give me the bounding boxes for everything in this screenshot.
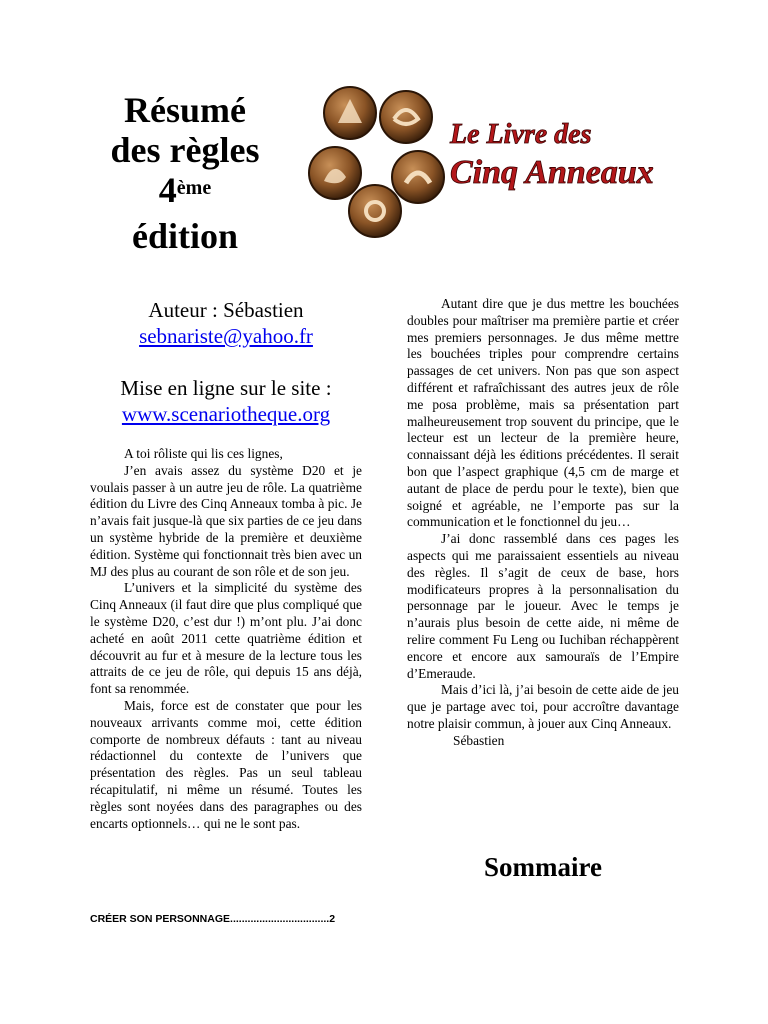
toc-entry-page: 2 bbox=[329, 913, 336, 925]
earth-ring-icon bbox=[392, 151, 444, 203]
toc-entry-label: CRÉER SON PERSONNAGE bbox=[90, 913, 231, 925]
ring-medallions bbox=[309, 87, 444, 237]
void-ring-icon bbox=[349, 185, 401, 237]
logo-text-line-1: Le Livre des bbox=[450, 119, 592, 150]
paragraph: A toi rôliste qui lis ces lignes, bbox=[124, 446, 283, 461]
title-line-3 bbox=[60, 170, 310, 216]
paragraph: Autant dire que je dus mettre les bouchées doubles pour maîtriser ma première partie et créer mes premiers personnages. Je dus même mettre les bouchées triples pour comprendre certains passages de cet univers. Non pas que son aspect différent et rafraîchissant des autres jeux de rôle me posa problème, mais sa présentation part malheureusement trop souvent du principe, que le lecteur est un lecteur de la première heure, connaissant déjà les éditions précédentes. Il serait bon que l’aspect graphique (4,5 cm de marge et autant de place de perdu pour le texte), bien que soigné et agréable, ne l’emporte pas sur la communication et le fonctionnel du jeu… bbox=[407, 296, 679, 530]
water-ring-icon bbox=[380, 91, 432, 143]
paragraph: Mais, force est de constater que pour les nouveaux arrivants comme moi, cette édition comporte de nombreux défauts : tant au niveau rédactionnel du contexte de l’univers que présentation des règles. Pas un seul tableau récapitulatif, ni même un résumé. Toutes les règles sont noyées dans des paragraphes ou des encarts optionnels… qui ne le sont pas. bbox=[90, 697, 362, 831]
title-line-4: édition bbox=[131, 216, 238, 256]
toc-entry-leader: .................................. bbox=[230, 913, 330, 925]
site-block bbox=[90, 375, 362, 427]
sommaire-heading: Sommaire bbox=[484, 852, 602, 882]
intro-column-left bbox=[90, 446, 362, 832]
logo-lettering bbox=[449, 119, 654, 191]
author-label: Auteur : Sébastien bbox=[148, 298, 304, 322]
signature: Sébastien bbox=[453, 732, 505, 748]
edition-number: 4 bbox=[158, 170, 177, 210]
author-email-link[interactable]: sebnariste@yahoo.fr bbox=[139, 324, 313, 348]
paragraph: J’en avais assez du système D20 et je voulais passer à un autre jeu de rôle. La quatrième édition du Livre des Cinq Anneaux tomba à pic. Je n’avais fait jusque-là que six parties de ce jeu dans un système hybride de la première et deuxième édition. Système qui fonctionnait très bien avec un MJ des plus au courant de son rôle et de son jeu. bbox=[90, 462, 362, 579]
author-block bbox=[90, 297, 362, 349]
document-title bbox=[60, 90, 310, 256]
title-line-1: Résumé bbox=[124, 90, 246, 130]
toc-entry[interactable] bbox=[90, 912, 362, 926]
edition-suffix: ème bbox=[176, 177, 212, 199]
title-line-2: des règles bbox=[110, 130, 260, 170]
site-label: Mise en ligne sur le site : bbox=[120, 376, 332, 400]
intro-column-right bbox=[407, 296, 679, 750]
site-url-link[interactable]: www.scenariotheque.org bbox=[121, 402, 331, 426]
paragraph: L’univers et la simplicité du système des Cinq Anneaux (il faut dire que plus compliqué que le système D20, c’est dur !) m’ont plu. J’ai donc acheté en août 2011 cette quatrième édition et découvrit au fur et à mesure de la lecture tous les attraits de ce jeu de rôle, qui depuis 15 ans déjà, font sa renommée. bbox=[90, 580, 362, 697]
l5r-logo bbox=[300, 85, 680, 240]
logo-text-line-2: Cinq Anneaux bbox=[450, 154, 654, 191]
paragraph: Mais d’ici là, j’ai besoin de cette aide de jeu que je partage avec toi, pour accroître davantage notre plaisir commun, à jouer aux Cinq Anneaux. bbox=[407, 682, 679, 731]
paragraph: J’ai donc rassemblé dans ces pages les aspects qui me paraissaient essentiels au niveau des règles. Il s’agit de ceux de base, hors modificateurs propres à la personnalisation du personnage par le joueur. Avec le temps je n’aurais plus besoin de cette aide, ni même de relire comment Fu Leng ou Iuchiban réchappèrent encore et encore aux samouraïs de l’Empire d’Emeraude. bbox=[407, 531, 679, 681]
logo-graphic bbox=[300, 85, 680, 240]
table-of-contents bbox=[90, 912, 362, 926]
